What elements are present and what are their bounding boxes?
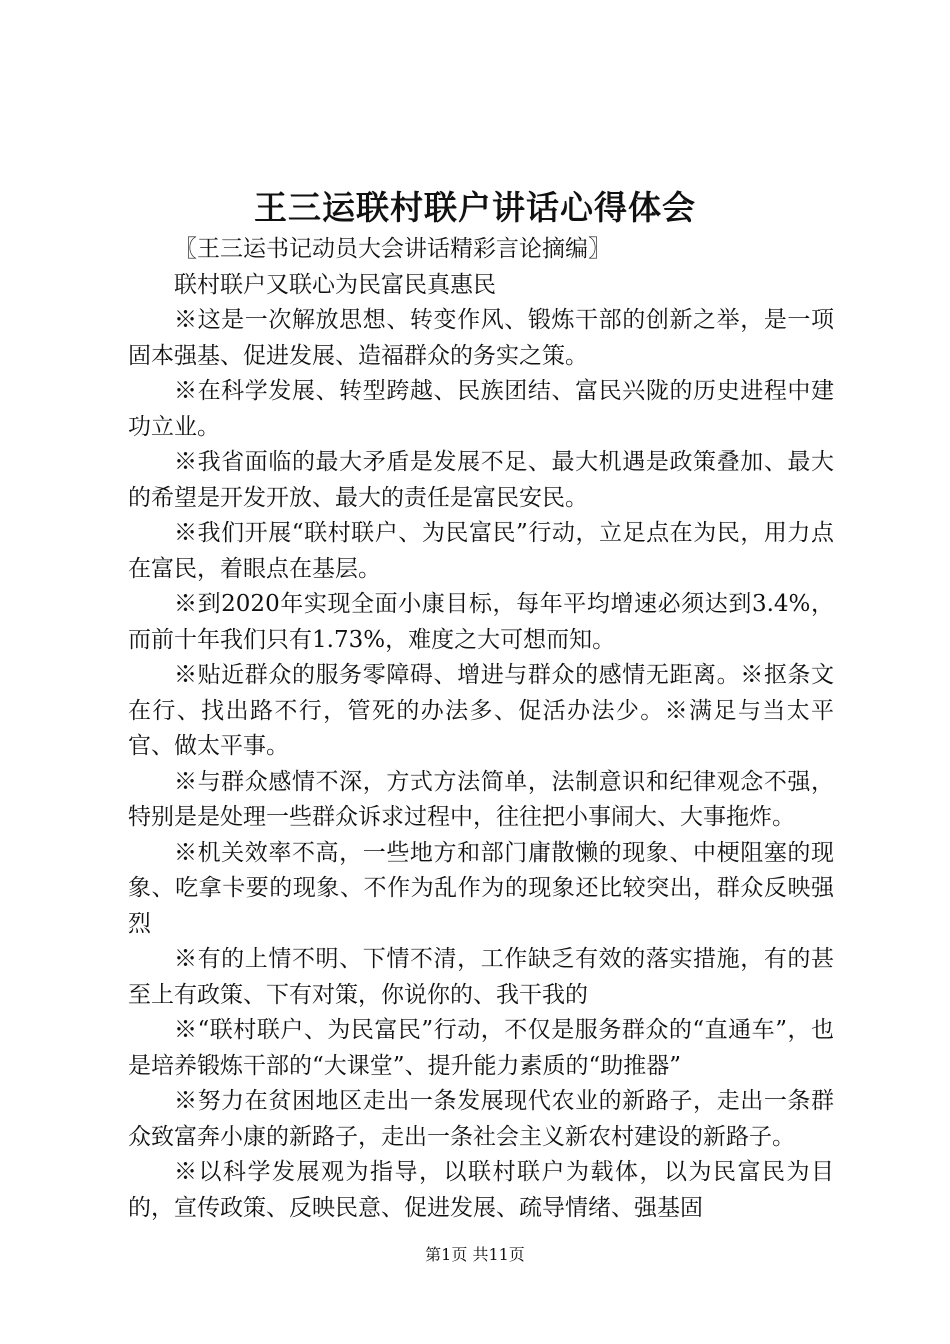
paragraph: ※有的上情不明、下情不清，工作缺乏有效的落实措施，有的甚至上有政策、下有对策，你说你的、我干我的 (128, 946, 834, 1008)
paragraph-slogan: 联村联户又联心为民富民真惠民 (174, 271, 496, 298)
document-title: 王三运联村联户讲话心得体会 (254, 188, 696, 227)
paragraph: ※在科学发展、转型跨越、民族团结、富民兴陇的历史进程中建功立业。 (128, 378, 834, 440)
page-number-footer: 第1页 共11页 (425, 1245, 525, 1264)
paragraph: ※贴近群众的服务零障碍、增进与群众的感情无距离。※抠条文在行、找出路不行，管死的办法多、促活办法少。※满足与当太平官、做太平事。 (128, 662, 834, 759)
document-body (128, 232, 834, 1226)
paragraph: ※“联村联户、为民富民”行动，不仅是服务群众的“直通车”，也是培养锻炼干部的“大课堂”、提升能力素质的“助推器” (128, 1017, 834, 1079)
paragraph-subtitle: 〖王三运书记动员大会讲话精彩言论摘编〗 (174, 236, 611, 262)
paragraph: ※我省面临的最大矛盾是发展不足、最大机遇是政策叠加、最大的希望是开发开放、最大的责任是富民安民。 (128, 449, 834, 511)
paragraph: ※到2020年实现全面小康目标，每年平均增速必须达到3.4%，而前十年我们只有1.73%，难度之大可想而知。 (128, 591, 834, 653)
paragraph: ※这是一次解放思想、转变作风、锻炼干部的创新之举，是一项固本强基、促进发展、造福群众的务实之策。 (128, 307, 834, 369)
paragraph: ※我们开展“联村联户、为民富民”行动，立足点在为民，用力点在富民，着眼点在基层。 (128, 520, 834, 582)
paragraph: ※机关效率不高，一些地方和部门庸散懒的现象、中梗阻塞的现象、吃拿卡要的现象、不作为乱作为的现象还比较突出，群众反映强烈 (128, 839, 834, 937)
paragraph: ※努力在贫困地区走出一条发展现代农业的新路子，走出一条群众致富奔小康的新路子，走出一条社会主义新农村建设的新路子。 (128, 1088, 834, 1150)
paragraph: ※与群众感情不深，方式方法简单，法制意识和纪律观念不强，特别是是处理一些群众诉求过程中，往往把小事闹大、大事拖炸。 (128, 768, 834, 830)
paragraph: ※以科学发展观为指导，以联村联户为载体，以为民富民为目的，宣传政策、反映民意、促进发展、疏导情绪、强基固 (128, 1159, 834, 1221)
